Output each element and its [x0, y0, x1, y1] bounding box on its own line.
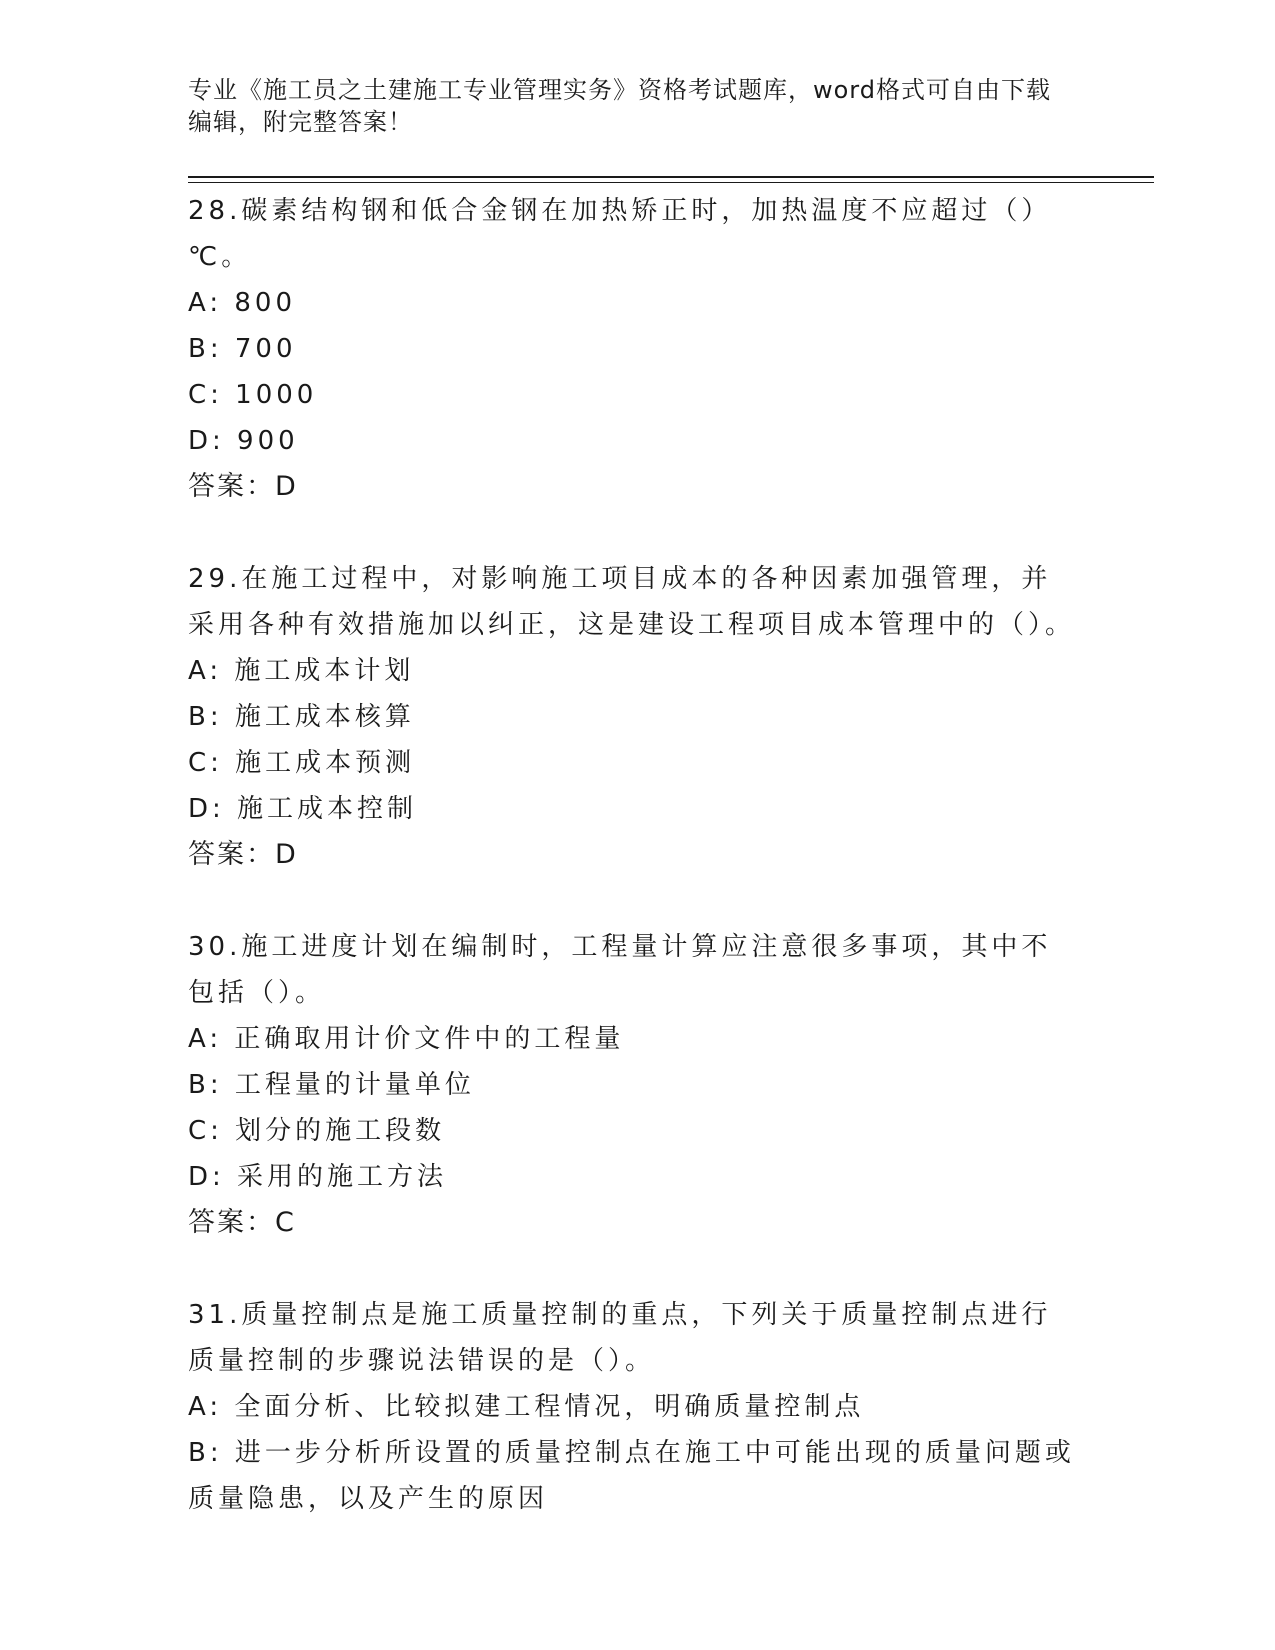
option-b: B: 进一步分析所设置的质量控制点在施工中可能出现的质量问题或质量隐患，以及产生的原因	[188, 1438, 1075, 1514]
question-text: 31.质量控制点是施工质量控制的重点，下列关于质量控制点进行质量控制的步骤说法错误的是（）。	[188, 1300, 1052, 1376]
option-a: A: 全面分析、比较拟建工程情况，明确质量控制点	[188, 1392, 865, 1422]
option-b: B: 工程量的计量单位	[188, 1070, 475, 1100]
document-header: 专业《施工员之土建施工专业管理实务》资格考试题库，word格式可自由下载编辑，附完整答案！	[188, 76, 1051, 136]
option-b: B: 施工成本核算	[188, 702, 415, 732]
header-divider-thick	[188, 176, 1154, 178]
question-29	[188, 556, 1078, 878]
option-d: D: 采用的施工方法	[188, 1162, 448, 1192]
question-31	[188, 1292, 1078, 1522]
option-d: D: 施工成本控制	[188, 794, 418, 824]
option-a: A: 施工成本计划	[188, 656, 415, 686]
option-c: C: 1000	[188, 380, 318, 410]
question-text: 30.施工进度计划在编制时，工程量计算应注意很多事项，其中不包括（）。	[188, 932, 1052, 1008]
question-30	[188, 924, 1078, 1246]
question-28	[188, 188, 1078, 510]
option-b: B: 700	[188, 334, 297, 364]
option-c: C: 划分的施工段数	[188, 1116, 446, 1146]
option-c: C: 施工成本预测	[188, 748, 416, 778]
option-a: A: 正确取用计价文件中的工程量	[188, 1024, 625, 1054]
header-divider-thin	[188, 182, 1154, 183]
question-text: 29.在施工过程中，对影响施工项目成本的各种因素加强管理，并采用各种有效措施加以纠正，这是建设工程项目成本管理中的（）。	[188, 564, 1076, 640]
answer: 答案：D	[188, 471, 298, 502]
question-text: 28.碳素结构钢和低合金钢在加热矫正时，加热温度不应超过（）℃。	[188, 196, 1052, 272]
answer: 答案：C	[188, 1207, 296, 1238]
answer: 答案：D	[188, 839, 298, 870]
question-list	[188, 188, 1078, 1568]
option-d: D: 900	[188, 426, 299, 456]
option-a: A: 800	[188, 288, 296, 318]
